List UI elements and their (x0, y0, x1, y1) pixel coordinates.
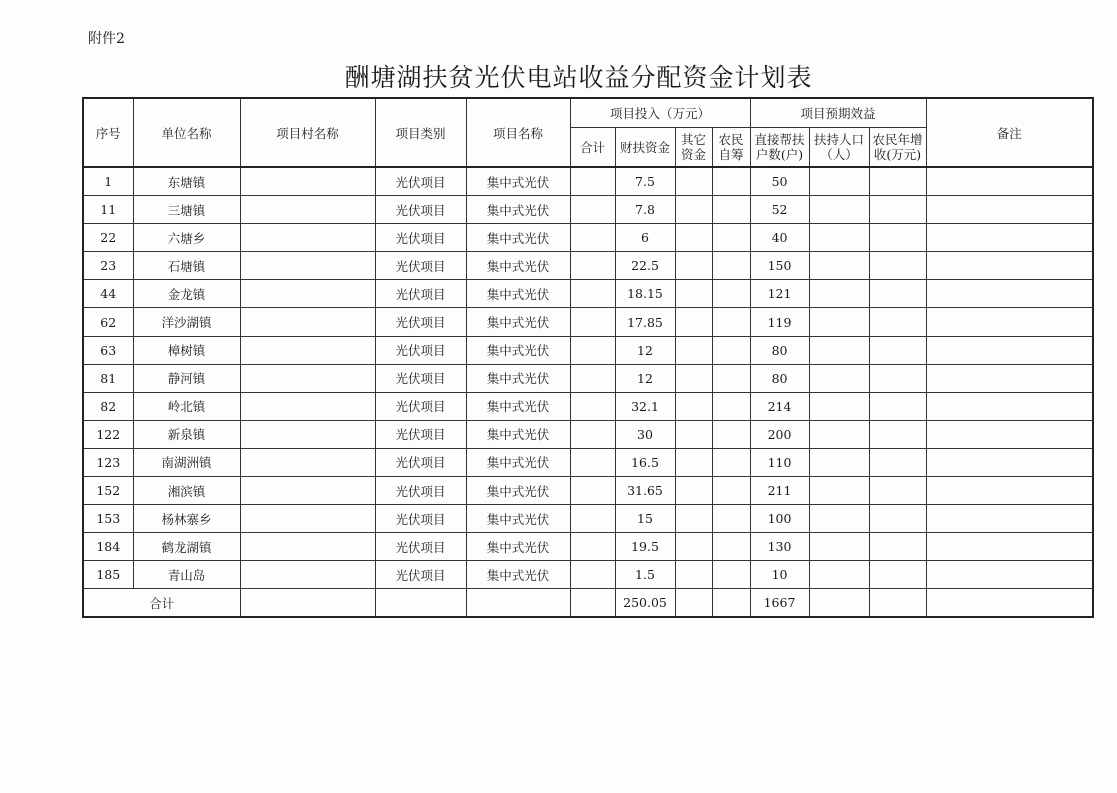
cell-total (570, 224, 615, 252)
cell-households: 10 (750, 561, 809, 589)
cell-other (675, 364, 712, 392)
cell-category: 光伏项目 (375, 252, 466, 280)
cell-other (675, 477, 712, 505)
cell-remarks (926, 280, 1093, 308)
header-households: 直接帮扶户数(户) (750, 128, 809, 168)
cell-category: 光伏项目 (375, 533, 466, 561)
header-fiscal: 财扶资金 (615, 128, 675, 168)
cell-population (809, 280, 869, 308)
cell-fiscal: 15 (615, 505, 675, 533)
cell-farmer (712, 420, 750, 448)
cell-project: 集中式光伏 (466, 448, 570, 476)
cell-fiscal: 16.5 (615, 448, 675, 476)
cell-farmer (712, 252, 750, 280)
table-row (83, 336, 1093, 364)
table-row (83, 561, 1093, 589)
cell-fiscal: 18.15 (615, 280, 675, 308)
cell-fiscal: 19.5 (615, 533, 675, 561)
cell-total (570, 505, 615, 533)
header-total: 合计 (570, 128, 615, 168)
cell-unit: 湘滨镇 (133, 477, 240, 505)
cell-unit: 石塘镇 (133, 252, 240, 280)
cell-unit: 洋沙湖镇 (133, 308, 240, 336)
cell-unit: 东塘镇 (133, 167, 240, 196)
cell-farmer (712, 336, 750, 364)
cell-income (869, 196, 926, 224)
header-investment-group: 项目投入（万元） (570, 98, 750, 128)
cell-households: 100 (750, 505, 809, 533)
cell-population (809, 392, 869, 420)
cell-unit: 樟树镇 (133, 336, 240, 364)
cell-farmer (712, 448, 750, 476)
cell-project: 集中式光伏 (466, 252, 570, 280)
cell-unit: 新泉镇 (133, 420, 240, 448)
cell-income (869, 533, 926, 561)
cell-seq: 123 (83, 448, 133, 476)
cell-village (240, 224, 375, 252)
cell-seq: 11 (83, 196, 133, 224)
table-row (83, 448, 1093, 476)
cell-other (675, 392, 712, 420)
cell-project: 集中式光伏 (466, 280, 570, 308)
cell-seq: 44 (83, 280, 133, 308)
cell-project: 集中式光伏 (466, 505, 570, 533)
cell-unit: 青山岛 (133, 561, 240, 589)
cell-households: 130 (750, 533, 809, 561)
header-income-text: 农民年增收(万元) (872, 132, 923, 162)
total-population (809, 589, 869, 618)
cell-seq: 152 (83, 477, 133, 505)
cell-project: 集中式光伏 (466, 196, 570, 224)
cell-village (240, 477, 375, 505)
cell-seq: 23 (83, 252, 133, 280)
cell-category: 光伏项目 (375, 505, 466, 533)
cell-households: 40 (750, 224, 809, 252)
cell-village (240, 280, 375, 308)
cell-seq: 62 (83, 308, 133, 336)
cell-other (675, 505, 712, 533)
total-income (869, 589, 926, 618)
cell-farmer (712, 280, 750, 308)
cell-farmer (712, 224, 750, 252)
cell-households: 50 (750, 167, 809, 196)
cell-population (809, 196, 869, 224)
cell-fiscal: 31.65 (615, 477, 675, 505)
cell-project: 集中式光伏 (466, 167, 570, 196)
cell-total (570, 533, 615, 561)
cell-remarks (926, 308, 1093, 336)
header-remarks: 备注 (926, 98, 1093, 167)
cell-households: 214 (750, 392, 809, 420)
cell-project: 集中式光伏 (466, 561, 570, 589)
total-households: 1667 (750, 589, 809, 618)
fund-plan-table (82, 97, 1094, 618)
cell-income (869, 280, 926, 308)
cell-remarks (926, 533, 1093, 561)
table-row (83, 196, 1093, 224)
cell-village (240, 392, 375, 420)
cell-fiscal: 12 (615, 364, 675, 392)
cell-total (570, 477, 615, 505)
table-row (83, 224, 1093, 252)
total-fiscal: 250.05 (615, 589, 675, 618)
cell-seq: 22 (83, 224, 133, 252)
cell-unit: 南湖洲镇 (133, 448, 240, 476)
header-other: 其它资金 (675, 128, 712, 168)
cell-income (869, 477, 926, 505)
total-category (375, 589, 466, 618)
attachment-label: 附件2 (88, 31, 125, 47)
table-row (83, 392, 1093, 420)
cell-unit: 杨林寨乡 (133, 505, 240, 533)
cell-households: 119 (750, 308, 809, 336)
cell-population (809, 308, 869, 336)
cell-population (809, 505, 869, 533)
cell-project: 集中式光伏 (466, 477, 570, 505)
cell-total (570, 167, 615, 196)
cell-households: 200 (750, 420, 809, 448)
cell-village (240, 336, 375, 364)
cell-seq: 184 (83, 533, 133, 561)
cell-remarks (926, 448, 1093, 476)
cell-village (240, 196, 375, 224)
cell-remarks (926, 196, 1093, 224)
cell-income (869, 448, 926, 476)
cell-other (675, 280, 712, 308)
table-row (83, 167, 1093, 196)
cell-unit: 金龙镇 (133, 280, 240, 308)
table-row (83, 533, 1093, 561)
cell-village (240, 364, 375, 392)
cell-category: 光伏项目 (375, 308, 466, 336)
table-row (83, 420, 1093, 448)
total-sum (570, 589, 615, 618)
total-village (240, 589, 375, 618)
cell-unit: 鹤龙湖镇 (133, 533, 240, 561)
cell-category: 光伏项目 (375, 167, 466, 196)
cell-population (809, 167, 869, 196)
table-row (83, 477, 1093, 505)
cell-village (240, 448, 375, 476)
cell-village (240, 167, 375, 196)
cell-remarks (926, 420, 1093, 448)
cell-project: 集中式光伏 (466, 392, 570, 420)
cell-total (570, 252, 615, 280)
cell-population (809, 252, 869, 280)
cell-seq: 63 (83, 336, 133, 364)
cell-village (240, 308, 375, 336)
cell-households: 80 (750, 336, 809, 364)
cell-remarks (926, 392, 1093, 420)
cell-other (675, 561, 712, 589)
cell-total (570, 196, 615, 224)
cell-households: 121 (750, 280, 809, 308)
cell-total (570, 420, 615, 448)
cell-seq: 82 (83, 392, 133, 420)
cell-other (675, 448, 712, 476)
cell-remarks (926, 477, 1093, 505)
cell-seq: 153 (83, 505, 133, 533)
cell-income (869, 420, 926, 448)
cell-farmer (712, 392, 750, 420)
cell-village (240, 505, 375, 533)
table-row (83, 252, 1093, 280)
total-label: 合计 (83, 589, 240, 618)
cell-remarks (926, 505, 1093, 533)
cell-remarks (926, 336, 1093, 364)
cell-fiscal: 30 (615, 420, 675, 448)
cell-fiscal: 6 (615, 224, 675, 252)
cell-remarks (926, 561, 1093, 589)
cell-category: 光伏项目 (375, 224, 466, 252)
header-seq: 序号 (83, 98, 133, 167)
cell-households: 52 (750, 196, 809, 224)
cell-total (570, 336, 615, 364)
cell-income (869, 308, 926, 336)
cell-population (809, 336, 869, 364)
cell-farmer (712, 196, 750, 224)
header-unit: 单位名称 (133, 98, 240, 167)
cell-seq: 185 (83, 561, 133, 589)
cell-income (869, 392, 926, 420)
cell-project: 集中式光伏 (466, 364, 570, 392)
cell-project: 集中式光伏 (466, 224, 570, 252)
cell-population (809, 533, 869, 561)
cell-village (240, 252, 375, 280)
table-row (83, 280, 1093, 308)
cell-other (675, 252, 712, 280)
cell-project: 集中式光伏 (466, 420, 570, 448)
cell-population (809, 561, 869, 589)
cell-farmer (712, 167, 750, 196)
table-row (83, 364, 1093, 392)
table-row (83, 308, 1093, 336)
header-benefit-group: 项目预期效益 (750, 98, 926, 128)
cell-farmer (712, 561, 750, 589)
cell-total (570, 561, 615, 589)
cell-village (240, 420, 375, 448)
header-village: 项目村名称 (240, 98, 375, 167)
cell-households: 211 (750, 477, 809, 505)
cell-population (809, 448, 869, 476)
cell-category: 光伏项目 (375, 336, 466, 364)
cell-farmer (712, 477, 750, 505)
cell-project: 集中式光伏 (466, 533, 570, 561)
cell-fiscal: 17.85 (615, 308, 675, 336)
cell-village (240, 533, 375, 561)
cell-other (675, 533, 712, 561)
cell-fiscal: 7.8 (615, 196, 675, 224)
cell-farmer (712, 364, 750, 392)
cell-project: 集中式光伏 (466, 308, 570, 336)
cell-category: 光伏项目 (375, 561, 466, 589)
cell-other (675, 167, 712, 196)
cell-remarks (926, 364, 1093, 392)
cell-category: 光伏项目 (375, 280, 466, 308)
cell-income (869, 364, 926, 392)
cell-population (809, 364, 869, 392)
cell-other (675, 224, 712, 252)
cell-unit: 三塘镇 (133, 196, 240, 224)
cell-farmer (712, 308, 750, 336)
total-remarks (926, 589, 1093, 618)
cell-income (869, 252, 926, 280)
table-row (83, 505, 1093, 533)
cell-unit: 静河镇 (133, 364, 240, 392)
cell-farmer (712, 533, 750, 561)
cell-population (809, 477, 869, 505)
cell-total (570, 364, 615, 392)
cell-category: 光伏项目 (375, 477, 466, 505)
cell-other (675, 420, 712, 448)
cell-total (570, 392, 615, 420)
cell-category: 光伏项目 (375, 420, 466, 448)
cell-category: 光伏项目 (375, 196, 466, 224)
cell-fiscal: 12 (615, 336, 675, 364)
cell-income (869, 561, 926, 589)
cell-farmer (712, 505, 750, 533)
cell-category: 光伏项目 (375, 448, 466, 476)
cell-total (570, 280, 615, 308)
cell-fiscal: 1.5 (615, 561, 675, 589)
cell-remarks (926, 252, 1093, 280)
cell-population (809, 224, 869, 252)
cell-income (869, 167, 926, 196)
cell-fiscal: 22.5 (615, 252, 675, 280)
cell-households: 110 (750, 448, 809, 476)
cell-income (869, 505, 926, 533)
cell-fiscal: 32.1 (615, 392, 675, 420)
cell-seq: 81 (83, 364, 133, 392)
cell-income (869, 336, 926, 364)
cell-seq: 1 (83, 167, 133, 196)
header-project: 项目名称 (466, 98, 570, 167)
header-population: 扶持人口（人） (809, 128, 869, 168)
total-farmer (712, 589, 750, 618)
page-title: 酬塘湖扶贫光伏电站收益分配资金计划表 (344, 63, 813, 92)
cell-village (240, 561, 375, 589)
cell-income (869, 224, 926, 252)
total-project (466, 589, 570, 618)
cell-seq: 122 (83, 420, 133, 448)
cell-fiscal: 7.5 (615, 167, 675, 196)
cell-unit: 岭北镇 (133, 392, 240, 420)
cell-population (809, 420, 869, 448)
cell-other (675, 308, 712, 336)
total-other (675, 589, 712, 618)
cell-total (570, 448, 615, 476)
cell-total (570, 308, 615, 336)
cell-project: 集中式光伏 (466, 336, 570, 364)
cell-other (675, 196, 712, 224)
cell-remarks (926, 224, 1093, 252)
cell-category: 光伏项目 (375, 392, 466, 420)
cell-households: 150 (750, 252, 809, 280)
header-category: 项目类别 (375, 98, 466, 167)
cell-unit: 六塘乡 (133, 224, 240, 252)
cell-remarks (926, 167, 1093, 196)
cell-households: 80 (750, 364, 809, 392)
cell-other (675, 336, 712, 364)
cell-category: 光伏项目 (375, 364, 466, 392)
header-farmer: 农民自筹 (712, 128, 750, 168)
header-income (869, 128, 926, 168)
